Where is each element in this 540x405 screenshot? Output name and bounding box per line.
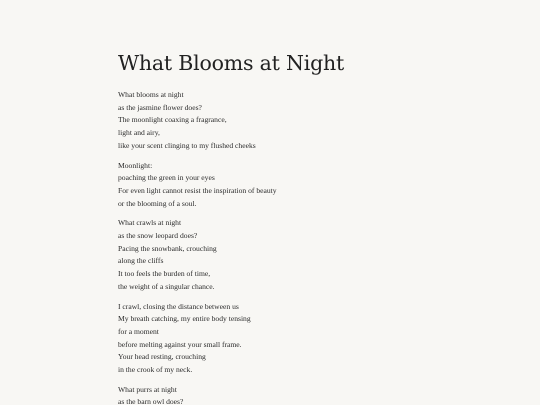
poem-line: I crawl, closing the distance between us (118, 301, 239, 311)
poem-line: Pacing the snowbank, crouching (118, 243, 217, 253)
stanza-5 (118, 384, 498, 405)
poem-line: like your scent clinging to my flushed cheeks (118, 140, 256, 150)
poem-line: or the blooming of a soul. (118, 198, 197, 208)
poem-line: light and airy, (118, 128, 160, 138)
poem-line: Moonlight: (118, 160, 153, 170)
poem-line: as the snow leopard does? (118, 231, 198, 241)
stanza-3 (118, 217, 498, 293)
poem-line: along the cliffs (118, 256, 164, 266)
page-title: What Blooms at Night (118, 51, 345, 75)
poem-line: What blooms at night (118, 90, 184, 99)
stanza-1 (118, 89, 498, 153)
poem-line: the weight of a singular chance. (118, 281, 215, 291)
poem-line: in the crook of my neck. (118, 365, 193, 375)
poem-line: It too feels the burden of time, (118, 269, 211, 279)
poem-line: as the jasmine flower does? (118, 102, 202, 112)
poem-line: for a moment (118, 326, 159, 336)
poem-line: My breath catching, my entire body tensing (118, 314, 251, 324)
poem-body (118, 89, 498, 405)
poem-line: poaching the green in your eyes (118, 173, 215, 183)
stanza-2 (118, 160, 498, 211)
poem-line: What purrs at night (118, 384, 177, 394)
poem-line: What crawls at night (118, 218, 182, 228)
poem-line: Your head resting, crouching (118, 352, 206, 362)
poem-line: The moonlight coaxing a fragrance, (118, 115, 227, 125)
poem-line: before melting against your small frame. (118, 339, 242, 349)
article-content (118, 50, 498, 405)
stanza-4 (118, 301, 498, 377)
poem-line: For even light cannot resist the inspiration of beauty (118, 185, 277, 195)
poem-line: as the barn owl does? (118, 397, 184, 405)
